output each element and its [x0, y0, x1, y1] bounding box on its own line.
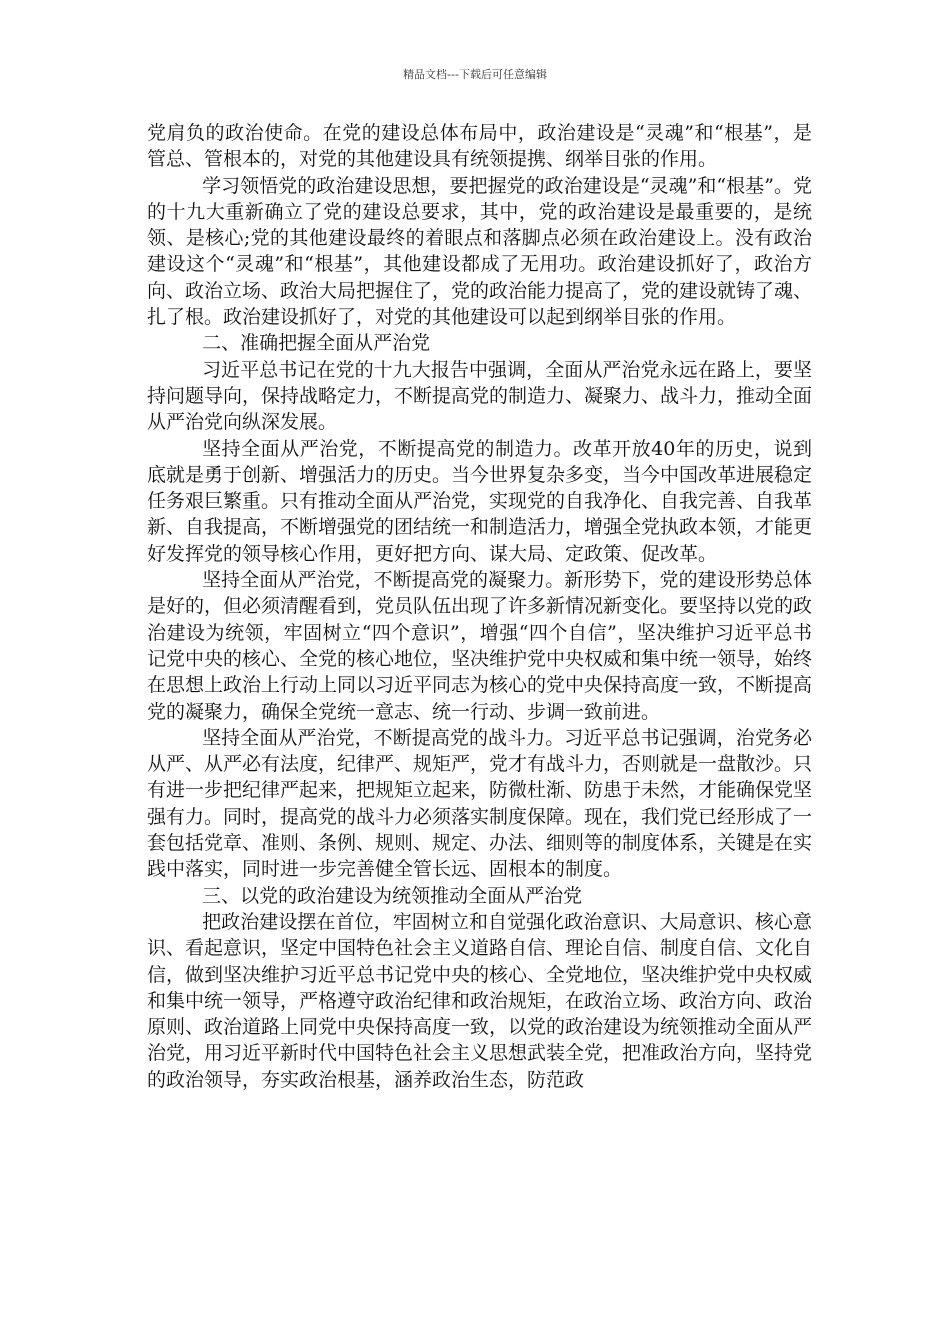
paragraph: 坚持全面从严治党，不断提高党的制造力。改革开放40年的历史，说到底就是勇于创新、增强活力的历史。当今世界复杂多变，当今中国改革进展稳定任务艰巨繁重。只有推动全面从严治党，实现党的自我净化、自我完善、自我革新、自我提高，不断增强党的团结统一和制造活力，增强全党执政本领，才能更好发挥党的领导核心作用，更好把方向、谋大局、定政策、促改革。 — [147, 437, 813, 565]
paragraph: 坚持全面从严治党，不断提高党的凝聚力。新形势下，党的建设形势总体是好的，但必须清醒看到，党员队伍出现了许多新情况新变化。要坚持以党的政治建设为统领，牢固树立“四个意识”，增强“四个自信”，坚决维护习近平总书记党中央的核心、全党的核心地位，坚决维护党中央权威和集中统一领导，始终在思想上政治上行动上同以习近平同志为核心的党中央保持高度一致，不断提高党的凝聚力，确保全党统一意志、统一行动、步调一致前进。 — [147, 569, 813, 723]
section-heading: 三、以党的政治建设为统领推动全面从严治党 — [202, 884, 583, 907]
paragraph: 学习领悟党的政治建设思想，要把握党的政治建设是“灵魂”和“根基”。党的十九大重新确立了党的建设总要求，其中，党的政治建设是最重要的，是统领、是核心;党的其他建设最终的着眼点和落脚点必须在政治建设上。没有政治建设这个“灵魂”和“根基”，其他建设都成了无用功。政治建设抓好了，政治方向、政治立场、政治大局把握住了，党的政治能力提高了，党的建设就铸了魂、扎了根。政治建设抓好了，对党的其他建设可以起到纲举目张的作用。 — [147, 174, 813, 329]
section-heading: 二、准确把握全面从严治党 — [202, 332, 431, 355]
document-body — [147, 120, 812, 1093]
paragraph: 把政治建设摆在首位，牢固树立和自觉强化政治意识、大局意识、核心意识、看起意识，坚定中国特色社会主义道路自信、理论自信、制度自信、文化自信，做到坚决维护习近平总书记党中央的核心、全党地位，坚决维护党中央权威和集中统一领导，严格遵守政治纪律和政治规矩，在政治立场、政治方向、政治原则、政治道路上同党中央保持高度一致，以党的政治建设为统领推动全面从严治党，用习近平新时代中国特色社会主义思想武装全党，把准政治方向，坚持党的政治领导，夯实政治根基，涵养政治生态，防范政 — [147, 910, 813, 1091]
page-header: 精品文档---下载后可任意编辑 — [403, 68, 547, 81]
paragraph: 党肩负的政治使命。在党的建设总体布局中，政治建设是“灵魂”和“根基”，是管总、管根本的，对党的其他建设具有统领提携、纲举目张的作用。 — [147, 122, 812, 171]
paragraph: 习近平总书记在党的十九大报告中强调，全面从严治党永远在路上，要坚持问题导向，保持战略定力，不断提高党的制造力、凝聚力、战斗力，推动全面从严治党向纵深发展。 — [147, 358, 813, 434]
paragraph: 坚持全面从严治党，不断提高党的战斗力。习近平总书记强调，治党务必从严、从严必有法度，纪律严、规矩严，党才有战斗力，否则就是一盘散沙。只有进一步把纪律严起来，把规矩立起来，防微杜渐、防患于未然，才能确保党坚强有力。同时，提高党的战斗力必须落实制度保障。现在，我们党已经形成了一套包括党章、准则、条例、规则、规定、办法、细则等的制度体系，关键是在实践中落实，同时进一步完善健全管长远、固根本的制度。 — [147, 726, 813, 881]
